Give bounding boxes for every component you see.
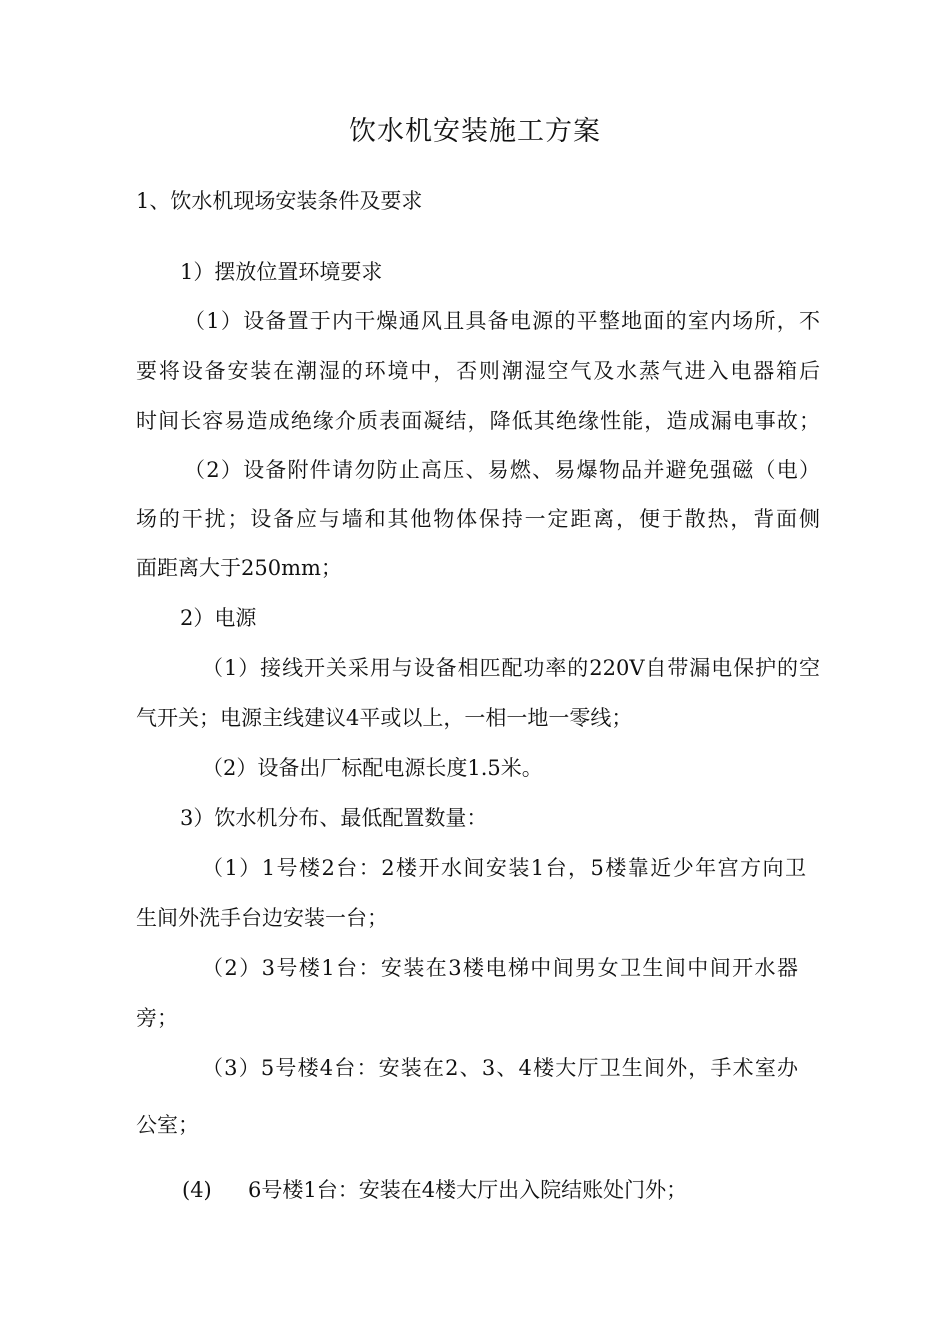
subsection-heading-placement: 1）摆放位置环境要求 (180, 260, 383, 284)
paragraph-1-line-2: 要将设备安装在潮湿的环境中，否则潮湿空气及水蒸气进入电器箱后 (136, 359, 820, 383)
paragraph-6-line-2: 旁； (136, 1006, 178, 1030)
paragraph-2-line-1: （2）设备附件请勿防止高压、易燃、易爆物品并避免强磁（电） (184, 458, 820, 482)
paragraph-5-line-1: （1）1号楼2台：2楼开水间安装1台，5楼靠近少年宫方向卫 (202, 856, 806, 880)
paragraph-8-number: (4) (182, 1178, 212, 1202)
paragraph-5-line-2: 生间外洗手台边安装一台； (136, 906, 388, 930)
subsection-heading-power: 2）电源 (180, 606, 257, 630)
paragraph-7-line-2: 公室； (136, 1113, 199, 1137)
paragraph-3-line-2: 气开关；电源主线建议4平或以上，一相一地一零线； (136, 706, 633, 730)
paragraph-2-line-3: 面距离大于250mm； (136, 556, 342, 580)
paragraph-1-line-1: （1）设备置于内干燥通风且具备电源的平整地面的室内场所，不 (184, 309, 820, 333)
paragraph-3-line-1: （1）接线开关采用与设备相匹配功率的220V自带漏电保护的空 (202, 656, 820, 680)
paragraph-8-text: 6号楼1台：安装在4楼大厅出入院结账处门外； (248, 1178, 688, 1202)
subsection-heading-distribution: 3）饮水机分布、最低配置数量： (180, 806, 488, 830)
paragraph-1-line-3: 时间长容易造成绝缘介质表面凝结，降低其绝缘性能，造成漏电事故； (136, 409, 820, 433)
paragraph-4-line-1: （2）设备出厂标配电源长度1.5米。 (202, 756, 543, 780)
section-heading-1: 1、饮水机现场安装条件及要求 (136, 189, 423, 213)
paragraph-7-line-1: （3）5号楼4台：安装在2、3、4楼大厅卫生间外，手术室办 (202, 1056, 798, 1080)
paragraph-6-line-1: （2）3号楼1台：安装在3楼电梯中间男女卫生间中间开水器 (202, 956, 798, 980)
document-title: 饮水机安装施工方案 (349, 116, 601, 147)
paragraph-2-line-2: 场的干扰；设备应与墙和其他物体保持一定距离，便于散热，背面侧 (136, 507, 820, 531)
